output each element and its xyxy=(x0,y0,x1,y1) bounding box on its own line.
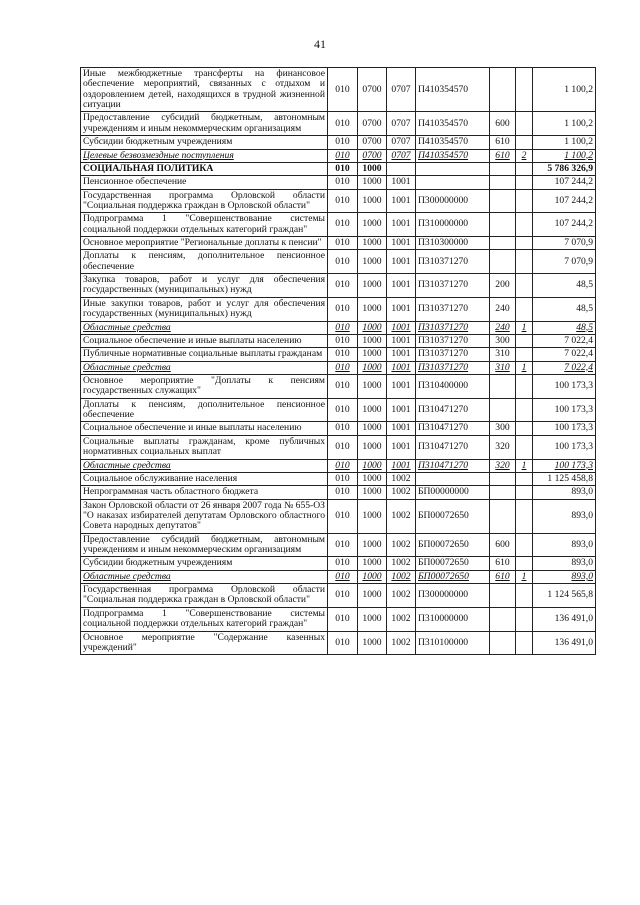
row-admin-code: 010 xyxy=(328,435,358,459)
row-subsection-code: 1002 xyxy=(387,557,416,570)
row-name: Доплаты к пенсиям, дополнительное пенсионное обеспечение xyxy=(81,398,328,422)
row-subsection-code: 1001 xyxy=(387,435,416,459)
row-section-code: 1000 xyxy=(358,162,387,175)
row-expense-type xyxy=(490,584,516,608)
row-target-code: П310371270 xyxy=(416,361,490,374)
row-expense-type xyxy=(490,250,516,274)
row-funding-source: 1 xyxy=(516,321,533,334)
row-subsection-code: 0707 xyxy=(387,112,416,136)
table-row xyxy=(81,499,596,533)
row-name: Социальные выплаты гражданам, кроме публичных нормативных социальных выплат xyxy=(81,435,328,459)
row-admin-code: 010 xyxy=(328,321,358,334)
row-target-code: П310371270 xyxy=(416,334,490,347)
row-target-code: П410354570 xyxy=(416,68,490,112)
row-subsection-code: 1001 xyxy=(387,398,416,422)
row-amount: 7 022,4 xyxy=(533,348,596,361)
row-target-code xyxy=(416,176,490,189)
row-section-code: 0700 xyxy=(358,136,387,149)
row-subsection-code: 1002 xyxy=(387,472,416,485)
row-name: Областные средства xyxy=(81,321,328,334)
row-admin-code: 010 xyxy=(328,348,358,361)
row-expense-type: 300 xyxy=(490,334,516,347)
row-name: Закон Орловской области от 26 января 2007 года № 655-ОЗ "О наказах избирателей депутатам Орловского областного Совета народных депутатов" xyxy=(81,499,328,533)
row-subsection-code: 1001 xyxy=(387,321,416,334)
table-row xyxy=(81,237,596,250)
row-section-code: 1000 xyxy=(358,250,387,274)
row-expense-type: 600 xyxy=(490,533,516,557)
table-row xyxy=(81,435,596,459)
row-amount: 1 100,2 xyxy=(533,136,596,149)
row-funding-source: 1 xyxy=(516,459,533,472)
row-funding-source xyxy=(516,435,533,459)
row-admin-code: 010 xyxy=(328,422,358,435)
row-funding-source: 2 xyxy=(516,149,533,162)
row-section-code: 1000 xyxy=(358,486,387,499)
row-admin-code: 010 xyxy=(328,486,358,499)
row-name: Целевые безвозмездные поступления xyxy=(81,149,328,162)
row-funding-source xyxy=(516,68,533,112)
row-target-code: П310371270 xyxy=(416,321,490,334)
table-row xyxy=(81,250,596,274)
row-amount: 48,5 xyxy=(533,297,596,321)
table-row xyxy=(81,361,596,374)
row-subsection-code: 1002 xyxy=(387,584,416,608)
row-funding-source xyxy=(516,162,533,175)
row-admin-code: 010 xyxy=(328,149,358,162)
row-amount: 100 173,3 xyxy=(533,374,596,398)
row-subsection-code: 0707 xyxy=(387,149,416,162)
row-amount: 1 100,2 xyxy=(533,68,596,112)
row-funding-source: 1 xyxy=(516,361,533,374)
row-subsection-code: 0707 xyxy=(387,136,416,149)
row-name: Доплаты к пенсиям, дополнительное пенсионное обеспечение xyxy=(81,250,328,274)
row-section-code: 1000 xyxy=(358,584,387,608)
row-section-code: 1000 xyxy=(358,472,387,485)
row-section-code: 1000 xyxy=(358,334,387,347)
row-section-code: 1000 xyxy=(358,297,387,321)
row-target-code: П310471270 xyxy=(416,459,490,472)
row-funding-source xyxy=(516,334,533,347)
row-subsection-code: 0707 xyxy=(387,68,416,112)
row-target-code: БП00072650 xyxy=(416,570,490,583)
row-name: Непрограммная часть областного бюджета xyxy=(81,486,328,499)
row-funding-source xyxy=(516,422,533,435)
row-subsection-code: 1001 xyxy=(387,189,416,213)
row-section-code: 1000 xyxy=(358,374,387,398)
row-funding-source xyxy=(516,533,533,557)
row-admin-code: 010 xyxy=(328,472,358,485)
row-name: Публичные нормативные социальные выплаты гражданам xyxy=(81,348,328,361)
row-funding-source xyxy=(516,607,533,631)
row-section-code: 1000 xyxy=(358,321,387,334)
table-row xyxy=(81,162,596,175)
row-admin-code: 010 xyxy=(328,334,358,347)
row-expense-type: 610 xyxy=(490,136,516,149)
table-row xyxy=(81,374,596,398)
row-admin-code: 010 xyxy=(328,189,358,213)
row-subsection-code: 1001 xyxy=(387,459,416,472)
row-section-code: 1000 xyxy=(358,499,387,533)
row-amount: 100 173,3 xyxy=(533,459,596,472)
row-section-code: 0700 xyxy=(358,68,387,112)
row-funding-source xyxy=(516,398,533,422)
row-subsection-code: 1002 xyxy=(387,631,416,655)
row-expense-type: 600 xyxy=(490,112,516,136)
row-expense-type: 610 xyxy=(490,557,516,570)
row-funding-source xyxy=(516,499,533,533)
row-subsection-code: 1001 xyxy=(387,422,416,435)
table-row xyxy=(81,459,596,472)
row-admin-code: 010 xyxy=(328,213,358,237)
table-row xyxy=(81,348,596,361)
row-name: Областные средства xyxy=(81,570,328,583)
row-amount: 107 244,2 xyxy=(533,213,596,237)
row-expense-type xyxy=(490,499,516,533)
row-expense-type xyxy=(490,189,516,213)
row-subsection-code xyxy=(387,162,416,175)
row-funding-source xyxy=(516,472,533,485)
page-number: 41 xyxy=(314,37,326,51)
table-row xyxy=(81,189,596,213)
row-expense-type: 240 xyxy=(490,321,516,334)
table-body xyxy=(81,68,596,655)
row-section-code: 1000 xyxy=(358,274,387,298)
row-amount: 100 173,3 xyxy=(533,422,596,435)
row-admin-code: 010 xyxy=(328,136,358,149)
row-section-code: 1000 xyxy=(358,213,387,237)
row-funding-source xyxy=(516,348,533,361)
row-subsection-code: 1001 xyxy=(387,213,416,237)
row-section-code: 1000 xyxy=(358,533,387,557)
row-target-code: П310000000 xyxy=(416,607,490,631)
row-subsection-code: 1001 xyxy=(387,274,416,298)
row-target-code: П410354570 xyxy=(416,136,490,149)
row-expense-type xyxy=(490,607,516,631)
row-expense-type xyxy=(490,68,516,112)
row-section-code: 1000 xyxy=(358,557,387,570)
row-subsection-code: 1001 xyxy=(387,250,416,274)
row-funding-source xyxy=(516,374,533,398)
row-amount: 893,0 xyxy=(533,557,596,570)
row-target-code: П310471270 xyxy=(416,398,490,422)
row-expense-type: 200 xyxy=(490,274,516,298)
row-section-code: 1000 xyxy=(358,398,387,422)
table-row xyxy=(81,176,596,189)
row-target-code: П410354570 xyxy=(416,149,490,162)
row-name: Областные средства xyxy=(81,361,328,374)
row-expense-type xyxy=(490,374,516,398)
row-expense-type: 240 xyxy=(490,297,516,321)
row-admin-code: 010 xyxy=(328,361,358,374)
row-target-code xyxy=(416,162,490,175)
table-row xyxy=(81,297,596,321)
row-section-code: 1000 xyxy=(358,361,387,374)
table-row xyxy=(81,334,596,347)
row-section-code: 1000 xyxy=(358,348,387,361)
row-subsection-code: 1001 xyxy=(387,176,416,189)
budget-table xyxy=(80,67,596,655)
row-admin-code: 010 xyxy=(328,570,358,583)
row-target-code: П310300000 xyxy=(416,237,490,250)
table-row xyxy=(81,533,596,557)
row-admin-code: 010 xyxy=(328,112,358,136)
row-subsection-code: 1002 xyxy=(387,533,416,557)
row-amount: 107 244,2 xyxy=(533,189,596,213)
row-expense-type: 610 xyxy=(490,570,516,583)
row-amount: 136 491,0 xyxy=(533,631,596,655)
row-admin-code: 010 xyxy=(328,176,358,189)
row-expense-type: 320 xyxy=(490,435,516,459)
row-admin-code: 010 xyxy=(328,374,358,398)
row-subsection-code: 1001 xyxy=(387,361,416,374)
row-section-code: 1000 xyxy=(358,422,387,435)
row-target-code xyxy=(416,472,490,485)
row-amount: 100 173,3 xyxy=(533,398,596,422)
row-amount: 1 124 565,8 xyxy=(533,584,596,608)
row-admin-code: 010 xyxy=(328,162,358,175)
row-target-code: П310371270 xyxy=(416,297,490,321)
row-amount: 5 786 326,9 xyxy=(533,162,596,175)
row-name: Подпрограмма 1 "Совершенствование системы социальной поддержки отдельных категорий граждан" xyxy=(81,213,328,237)
row-target-code: П300000000 xyxy=(416,189,490,213)
row-expense-type xyxy=(490,472,516,485)
row-target-code: П310371270 xyxy=(416,274,490,298)
row-section-code: 0700 xyxy=(358,112,387,136)
row-target-code: П310471270 xyxy=(416,422,490,435)
row-name: Предоставление субсидий бюджетным, автономным учреждениям и иным некоммерческим организациям xyxy=(81,112,328,136)
row-amount: 893,0 xyxy=(533,486,596,499)
row-amount: 1 100,2 xyxy=(533,112,596,136)
row-admin-code: 010 xyxy=(328,297,358,321)
row-admin-code: 010 xyxy=(328,250,358,274)
row-target-code: П300000000 xyxy=(416,584,490,608)
row-name: Основное мероприятие "Содержание казенных учреждений" xyxy=(81,631,328,655)
row-amount: 7 070,9 xyxy=(533,237,596,250)
row-section-code: 1000 xyxy=(358,189,387,213)
table-row xyxy=(81,486,596,499)
row-subsection-code: 1001 xyxy=(387,237,416,250)
row-expense-type: 300 xyxy=(490,422,516,435)
row-expense-type xyxy=(490,237,516,250)
row-amount: 107 244,2 xyxy=(533,176,596,189)
row-admin-code: 010 xyxy=(328,398,358,422)
row-expense-type xyxy=(490,162,516,175)
row-expense-type: 610 xyxy=(490,149,516,162)
row-admin-code: 010 xyxy=(328,607,358,631)
row-amount: 136 491,0 xyxy=(533,607,596,631)
row-funding-source xyxy=(516,274,533,298)
row-amount: 100 173,3 xyxy=(533,435,596,459)
row-name: Иные закупки товаров, работ и услуг для обеспечения государственных (муниципальных) нужд xyxy=(81,297,328,321)
table-row xyxy=(81,274,596,298)
row-subsection-code: 1001 xyxy=(387,348,416,361)
row-amount: 7 022,4 xyxy=(533,334,596,347)
table-row xyxy=(81,472,596,485)
row-target-code: П310371270 xyxy=(416,348,490,361)
row-name: Субсидии бюджетным учреждениям xyxy=(81,136,328,149)
row-name: Закупка товаров, работ и услуг для обеспечения государственных (муниципальных) нужд xyxy=(81,274,328,298)
row-funding-source xyxy=(516,486,533,499)
table-row xyxy=(81,213,596,237)
row-funding-source xyxy=(516,557,533,570)
table-row xyxy=(81,607,596,631)
row-section-code: 1000 xyxy=(358,607,387,631)
row-name: Предоставление субсидий бюджетным, автономным учреждениям и иным некоммерческим организациям xyxy=(81,533,328,557)
row-admin-code: 010 xyxy=(328,68,358,112)
row-target-code: П310100000 xyxy=(416,631,490,655)
row-amount: 1 100,2 xyxy=(533,149,596,162)
row-name: Пенсионное обеспечение xyxy=(81,176,328,189)
table-row xyxy=(81,321,596,334)
row-amount: 7 022,4 xyxy=(533,361,596,374)
row-name: Субсидии бюджетным учреждениям xyxy=(81,557,328,570)
row-section-code: 1000 xyxy=(358,176,387,189)
row-funding-source xyxy=(516,297,533,321)
row-funding-source xyxy=(516,189,533,213)
row-name: Социальное обеспечение и иные выплаты населению xyxy=(81,334,328,347)
row-name: Подпрограмма 1 "Совершенствование системы социальной поддержки отдельных категорий граждан" xyxy=(81,607,328,631)
row-name: Областные средства xyxy=(81,459,328,472)
row-subsection-code: 1002 xyxy=(387,486,416,499)
row-funding-source xyxy=(516,584,533,608)
row-amount: 893,0 xyxy=(533,533,596,557)
table-row xyxy=(81,136,596,149)
row-name: Социальное обслуживание населения xyxy=(81,472,328,485)
row-amount: 893,0 xyxy=(533,499,596,533)
row-target-code: П310471270 xyxy=(416,435,490,459)
table-row xyxy=(81,68,596,112)
row-target-code: БП00000000 xyxy=(416,486,490,499)
row-amount: 48,5 xyxy=(533,274,596,298)
row-funding-source xyxy=(516,237,533,250)
row-funding-source xyxy=(516,136,533,149)
table-row xyxy=(81,584,596,608)
row-subsection-code: 1001 xyxy=(387,297,416,321)
row-section-code: 1000 xyxy=(358,459,387,472)
row-target-code: БП00072650 xyxy=(416,557,490,570)
row-target-code: БП00072650 xyxy=(416,499,490,533)
row-subsection-code: 1002 xyxy=(387,570,416,583)
row-section-code: 0700 xyxy=(358,149,387,162)
row-expense-type xyxy=(490,398,516,422)
row-admin-code: 010 xyxy=(328,499,358,533)
row-admin-code: 010 xyxy=(328,533,358,557)
row-name: Социальное обеспечение и иные выплаты населению xyxy=(81,422,328,435)
row-admin-code: 010 xyxy=(328,237,358,250)
row-name: СОЦИАЛЬНАЯ ПОЛИТИКА xyxy=(81,162,328,175)
row-expense-type xyxy=(490,631,516,655)
row-target-code: БП00072650 xyxy=(416,533,490,557)
table-row xyxy=(81,557,596,570)
row-name: Основное мероприятие "Региональные доплаты к пенсии" xyxy=(81,237,328,250)
table-row xyxy=(81,149,596,162)
row-subsection-code: 1001 xyxy=(387,334,416,347)
row-subsection-code: 1001 xyxy=(387,374,416,398)
row-section-code: 1000 xyxy=(358,237,387,250)
row-amount: 48,5 xyxy=(533,321,596,334)
row-funding-source xyxy=(516,112,533,136)
row-section-code: 1000 xyxy=(358,631,387,655)
row-funding-source xyxy=(516,631,533,655)
table-row xyxy=(81,422,596,435)
row-admin-code: 010 xyxy=(328,631,358,655)
row-name: Основное мероприятие "Доплаты к пенсиям государственных служащих" xyxy=(81,374,328,398)
row-admin-code: 010 xyxy=(328,557,358,570)
row-expense-type xyxy=(490,486,516,499)
row-target-code: П310400000 xyxy=(416,374,490,398)
row-subsection-code: 1002 xyxy=(387,499,416,533)
row-subsection-code: 1002 xyxy=(387,607,416,631)
row-admin-code: 010 xyxy=(328,459,358,472)
row-target-code: П310371270 xyxy=(416,250,490,274)
row-name: Иные межбюджетные трансферты на финансовое обеспечение мероприятий, связанных с отдыхом и оздоровлением детей, находящихся в трудной жизненной ситуации xyxy=(81,68,328,112)
row-expense-type: 310 xyxy=(490,348,516,361)
row-admin-code: 010 xyxy=(328,274,358,298)
row-target-code: П310000000 xyxy=(416,213,490,237)
row-target-code: П410354570 xyxy=(416,112,490,136)
table-row xyxy=(81,398,596,422)
row-expense-type: 310 xyxy=(490,361,516,374)
row-funding-source xyxy=(516,176,533,189)
row-name: Государственная программа Орловской области "Социальная поддержка граждан в Орловской области" xyxy=(81,189,328,213)
row-expense-type: 320 xyxy=(490,459,516,472)
row-section-code: 1000 xyxy=(358,570,387,583)
table-row xyxy=(81,112,596,136)
row-funding-source xyxy=(516,213,533,237)
row-expense-type xyxy=(490,213,516,237)
table-row xyxy=(81,570,596,583)
row-amount: 1 125 458,8 xyxy=(533,472,596,485)
row-funding-source xyxy=(516,250,533,274)
row-amount: 893,0 xyxy=(533,570,596,583)
row-amount: 7 070,9 xyxy=(533,250,596,274)
row-section-code: 1000 xyxy=(358,435,387,459)
row-funding-source: 1 xyxy=(516,570,533,583)
row-admin-code: 010 xyxy=(328,584,358,608)
row-name: Государственная программа Орловской области "Социальная поддержка граждан в Орловской области" xyxy=(81,584,328,608)
row-expense-type xyxy=(490,176,516,189)
table-row xyxy=(81,631,596,655)
